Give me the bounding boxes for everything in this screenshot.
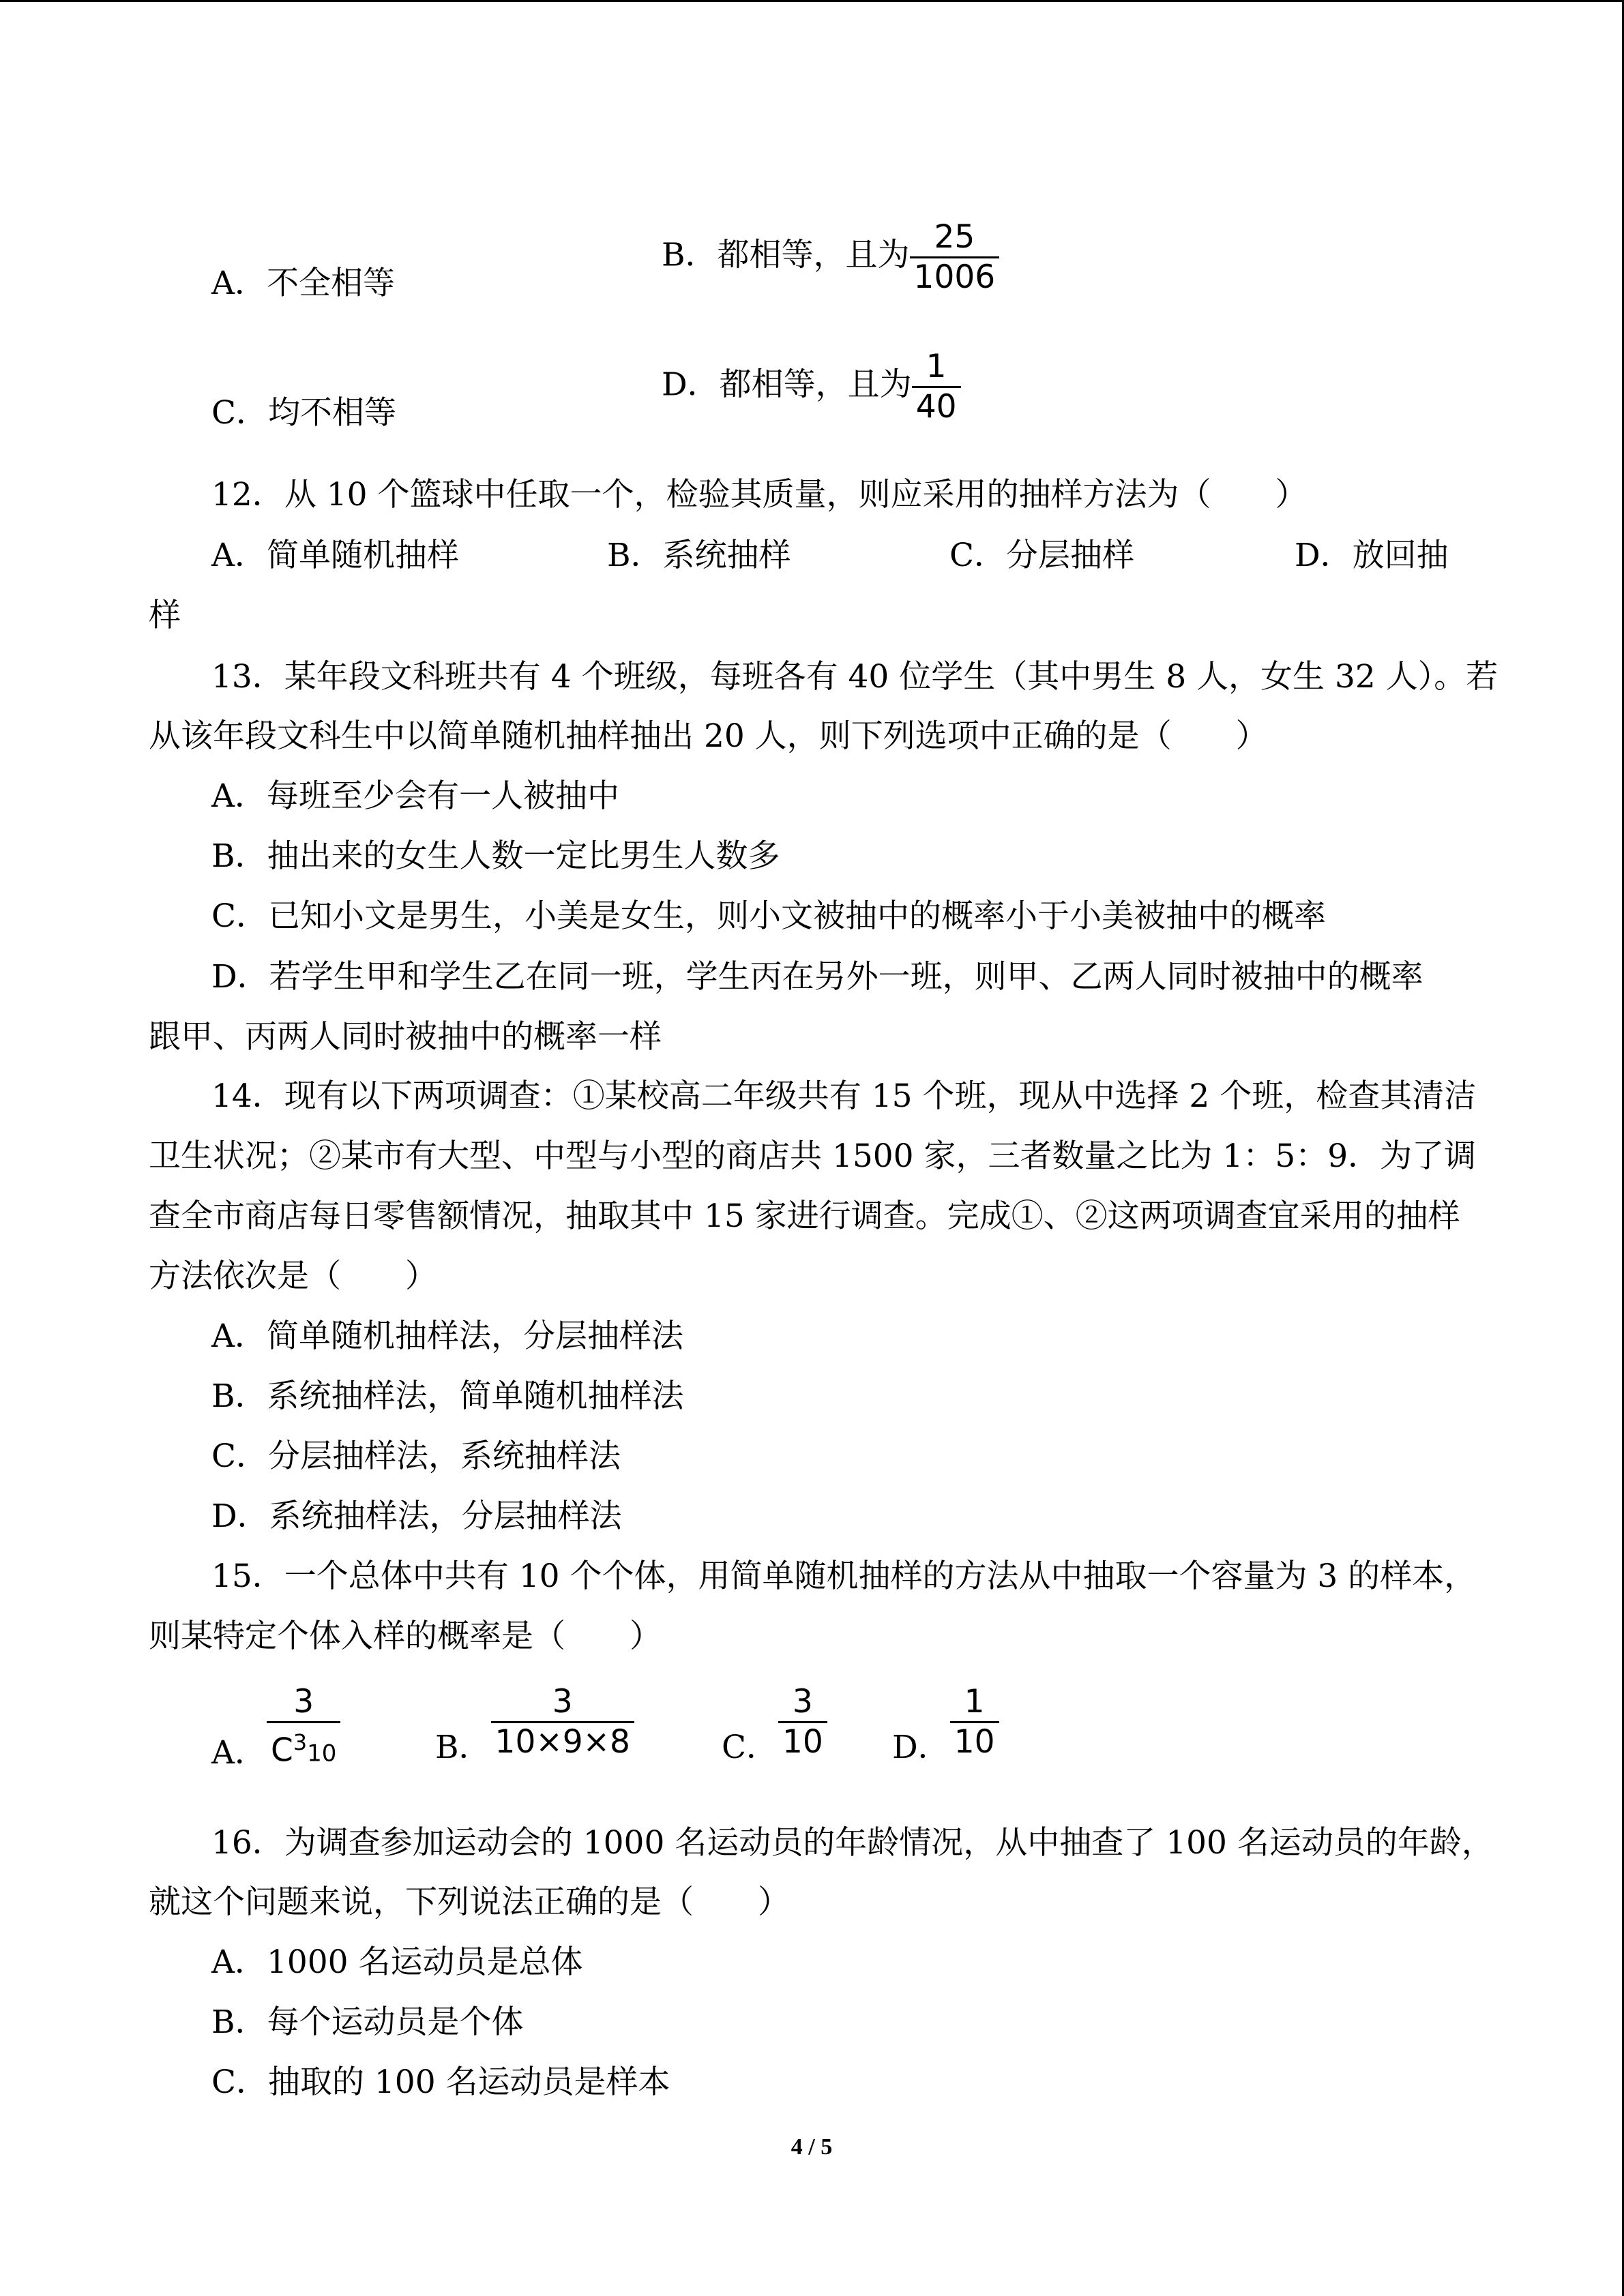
q16-stem-line-1: 16．为调查参加运动会的 1000 名运动员的年龄情况，从中抽查了 100 名运动员的年龄，	[211, 1824, 1494, 1862]
q14-option-c: C．分层抽样法，系统抽样法	[211, 1437, 621, 1475]
q12-option-a: A．简单随机抽样	[211, 537, 459, 574]
q12-option-d-continued: 样	[149, 597, 181, 634]
q15-option-d-label: D．	[892, 1728, 950, 1766]
q16-stem-line-2: 就这个问题来说，下列说法正确的是（ ）	[149, 1883, 790, 1921]
q14-option-a: A．简单随机抽样法，分层抽样法	[211, 1317, 683, 1355]
q13-stem-line-2: 从该年段文科生中以简单随机抽样抽出 20 人，则下列选项中正确的是（ ）	[149, 717, 1268, 755]
q12-option-b: B．系统抽样	[607, 537, 791, 574]
q13-option-d-line-1: D．若学生甲和学生乙在同一班，学生丙在另外一班，则甲、乙两人同时被抽中的概率	[211, 958, 1423, 996]
fraction-numerator: 3	[552, 1683, 573, 1720]
q16-option-c: C．抽取的 100 名运动员是样本	[211, 2063, 670, 2101]
q15-option-d	[892, 1683, 999, 1766]
q16-option-a: A．1000 名运动员是总体	[211, 1943, 583, 1981]
q12-stem: 12．从 10 个篮球中任取一个，检验其质量，则应采用的抽样方法为（ ）	[211, 476, 1308, 513]
fraction-numerator: 1	[964, 1683, 985, 1720]
q14-stem-line-2: 卫生状况；②某市有大型、中型与小型的商店共 1500 家，三者数量之比为 1：5：9．为了调	[149, 1137, 1477, 1175]
q16-option-b: B．每个运动员是个体	[211, 2003, 524, 2041]
q12-option-d: D．放回抽	[1295, 537, 1449, 574]
q13-stem-line-1: 13．某年段文科班共有 4 个班级，每班各有 40 位学生（其中男生 8 人，女生 32 人）。若	[211, 658, 1498, 696]
q14-stem-line-1: 14．现有以下两项调查：①某校高二年级共有 15 个班，现从中选择 2 个班，检查其清洁	[211, 1077, 1477, 1115]
fraction-denominator: 10	[954, 1723, 995, 1761]
combination-subscript: 10	[307, 1740, 337, 1768]
fraction-denominator: 40	[915, 388, 957, 426]
q15-option-a	[211, 1683, 340, 1773]
fraction-numerator: 25	[934, 218, 975, 256]
q15-option-c-fraction	[778, 1683, 827, 1761]
fraction-numerator: 1	[926, 348, 947, 385]
fraction-numerator: 3	[293, 1683, 314, 1720]
q15-option-b-label: B．	[435, 1728, 491, 1766]
q12-option-c: C．分层抽样	[949, 537, 1134, 574]
combination-symbol: C	[270, 1731, 293, 1770]
q11-option-b-fraction	[910, 218, 1000, 297]
q14-option-d: D．系统抽样法，分层抽样法	[211, 1497, 622, 1535]
q11-option-a: A．不全相等	[211, 265, 395, 302]
q15-option-b-fraction	[491, 1683, 634, 1761]
combination-superscript: 3	[293, 1729, 308, 1755]
q15-option-a-fraction	[267, 1683, 340, 1773]
q13-option-c: C．已知小文是男生，小美是女生，则小文被抽中的概率小于小美被抽中的概率	[211, 897, 1326, 935]
q13-option-d-line-2: 跟甲、丙两人同时被抽中的概率一样	[149, 1018, 662, 1056]
q15-stem-line-2: 则某特定个体入样的概率是（ ）	[149, 1617, 662, 1655]
fraction-denominator: 10	[782, 1723, 823, 1761]
page-border-top	[0, 0, 1624, 2]
q11-option-d	[662, 348, 961, 426]
q13-option-a: A．每班至少会有一人被抽中	[211, 777, 619, 815]
q14-stem-line-3: 查全市商店每日零售额情况，抽取其中 15 家进行调查。完成①、②这两项调查宜采用的抽样	[149, 1197, 1460, 1235]
q15-option-c	[722, 1683, 827, 1766]
q13-option-b: B．抽出来的女生人数一定比男生人数多	[211, 837, 780, 875]
q11-option-c: C．均不相等	[211, 394, 396, 432]
q15-option-b	[435, 1683, 634, 1766]
q15-stem-line-1: 15．一个总体中共有 10 个个体，用简单随机抽样的方法从中抽取一个容量为 3 的样本，	[211, 1557, 1477, 1595]
q14-stem-line-4: 方法依次是（ ）	[149, 1257, 437, 1295]
fraction-denominator	[267, 1723, 340, 1773]
page-number: 4 / 5	[791, 2134, 833, 2160]
q11-option-b-text: B．都相等，且为	[662, 236, 910, 274]
q11-option-b	[662, 218, 999, 297]
q15-option-a-label: A．	[211, 1733, 267, 1772]
q15-option-c-label: C．	[722, 1728, 778, 1766]
q11-option-d-fraction	[912, 348, 961, 426]
q11-option-d-text: D．都相等，且为	[662, 366, 912, 404]
fraction-numerator: 3	[792, 1683, 813, 1720]
fraction-denominator: 1006	[913, 258, 996, 296]
q15-option-d-fraction	[950, 1683, 999, 1761]
fraction-denominator: 10×9×8	[494, 1723, 630, 1761]
q14-option-b: B．系统抽样法，简单随机抽样法	[211, 1377, 684, 1415]
